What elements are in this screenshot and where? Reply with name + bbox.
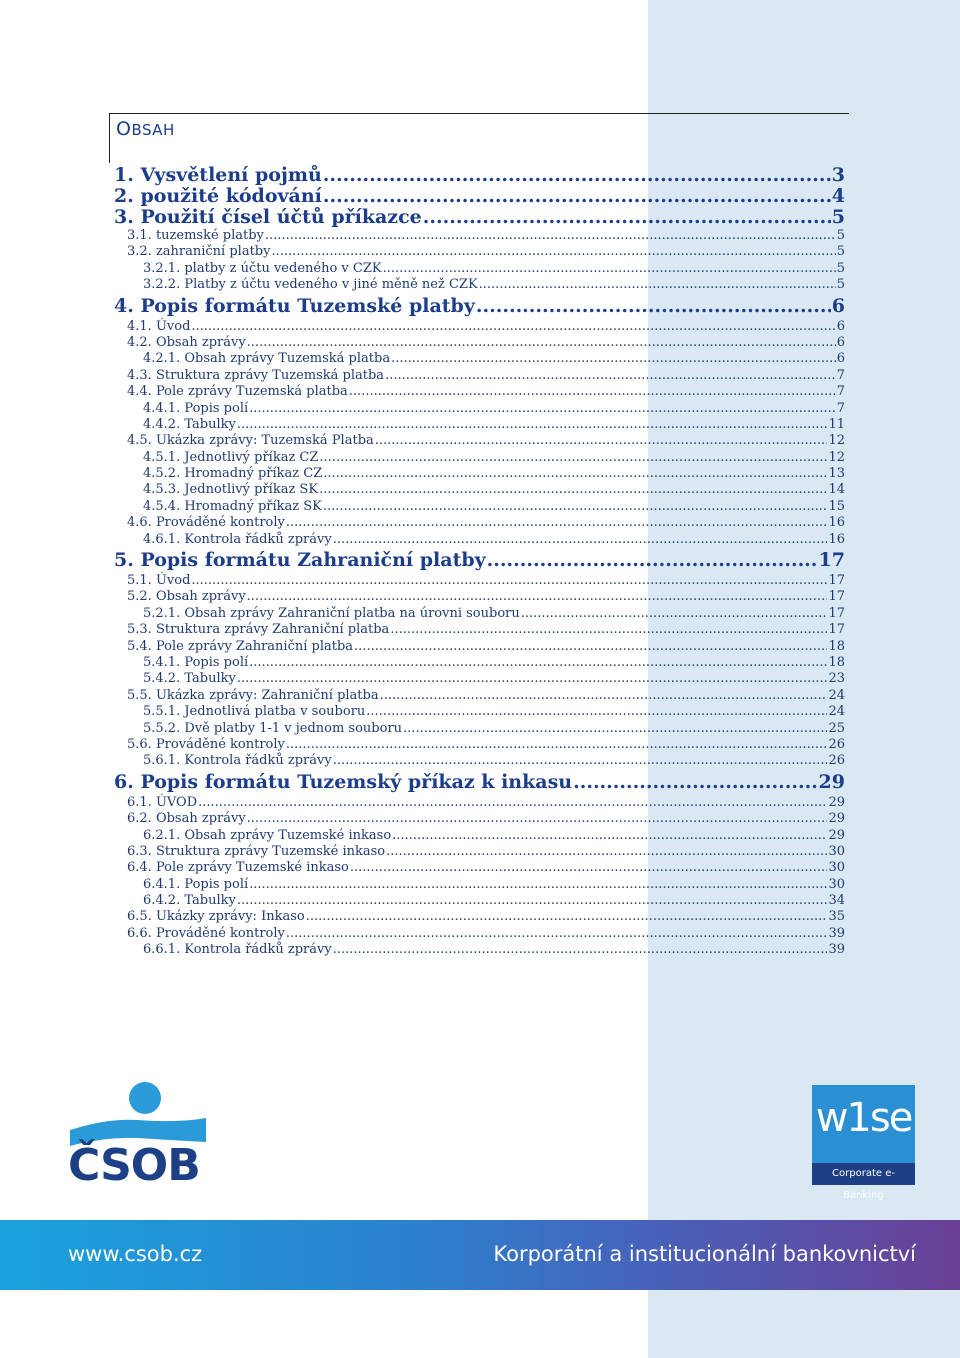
toc-leader-dots: [476, 294, 831, 319]
toc-leader-dots: [573, 770, 817, 795]
toc-entry[interactable]: [114, 515, 845, 531]
toc-leader-dots: [286, 515, 828, 531]
toc-entry-page: 17: [828, 622, 845, 638]
toc-entry-page: 18: [828, 654, 845, 670]
toc-entry-title: 4. Popis formátu Tuzemské platby: [114, 294, 475, 317]
toc-leader-dots: [237, 671, 828, 687]
toc-entry[interactable]: [114, 770, 845, 795]
toc-entry-page: 3: [831, 164, 845, 186]
wise-logo: [812, 1085, 915, 1201]
toc-entry[interactable]: [114, 795, 845, 811]
toc-leader-dots: [323, 186, 831, 207]
toc-leader-dots: [391, 351, 836, 367]
toc-entry-title: 5.4.2. Tabulky: [143, 671, 236, 687]
toc-entry[interactable]: [114, 942, 845, 958]
toc-entry-title: 4.5.1. Jednotlivý příkaz CZ: [143, 449, 319, 465]
toc-entry-title: 5.6.1. Kontrola řádků zprávy: [143, 753, 332, 769]
toc-entry[interactable]: [114, 926, 845, 942]
toc-entry-page: 30: [828, 860, 845, 876]
toc-entry-title: 4.5.3. Jednotlivý příkaz SK: [143, 482, 319, 498]
toc-leader-dots: [237, 893, 828, 909]
toc-entry-title: 4.4.2. Tabulky: [143, 416, 236, 432]
toc-entry-title: 5.4.1. Popis polí: [143, 654, 249, 670]
toc-leader-dots: [487, 548, 818, 573]
toc-entry-title: 6.4.1. Popis polí: [143, 876, 249, 892]
footer-url-link[interactable]: www.csob.cz: [68, 1242, 203, 1266]
toc-entry-title: 5.1. Úvod: [127, 573, 191, 589]
wise-wordmark: w1se: [815, 1095, 912, 1141]
toc-entry-title: 6.4.2. Tabulky: [143, 893, 236, 909]
toc-entry-page: 14: [828, 482, 845, 498]
toc-entry-page: 30: [828, 843, 845, 859]
toc-entry-title: 2. použité kódování: [114, 185, 322, 207]
toc-leader-dots: [319, 450, 827, 466]
toc-entry-title: 4.4.1. Popis polí: [143, 400, 249, 416]
toc-leader-dots: [479, 277, 836, 293]
toc-entry[interactable]: [114, 384, 845, 400]
toc-entry-page: 5: [836, 228, 845, 243]
toc-leader-dots: [286, 737, 828, 753]
toc-entry-page: 30: [828, 876, 845, 892]
wise-subtitle: Corporate e-Banking: [812, 1163, 915, 1185]
toc-entry-page: 26: [828, 736, 845, 752]
toc-leader-dots: [249, 401, 836, 417]
toc-entry-page: 7: [836, 367, 845, 383]
toc-entry-page: 6: [836, 334, 845, 350]
toc-leader-dots: [380, 688, 828, 704]
toc-entry[interactable]: [114, 655, 845, 671]
toc-entry-title: 4.5.4. Hromadný příkaz SK: [143, 498, 322, 514]
toc-entry-title: 6.2. Obsah zprávy: [127, 811, 246, 827]
toc-entry[interactable]: [114, 704, 845, 720]
toc-entry-title: 3.2.2. Platby z účtu vedeného v jiné měně než CZK: [143, 277, 478, 293]
toc-leader-dots: [319, 482, 827, 498]
toc-leader-dots: [349, 384, 836, 400]
toc-leader-dots: [271, 244, 835, 260]
toc-entry[interactable]: [114, 401, 845, 417]
toc-entry[interactable]: [114, 909, 845, 925]
toc-entry-page: 18: [828, 638, 845, 654]
toc-leader-dots: [521, 606, 828, 622]
toc-entry-page: 35: [828, 909, 845, 925]
toc-entry-page: 7: [836, 384, 845, 400]
toc-entry-page: 7: [836, 400, 845, 416]
toc-leader-dots: [333, 942, 828, 958]
toc-entry-title: 1. Vysvětlení pojmů: [114, 164, 322, 186]
toc-entry-page: 34: [828, 893, 845, 909]
toc-entry-title: 6.1. ÚVOD: [127, 794, 198, 810]
toc-entry[interactable]: [114, 893, 845, 909]
toc-entry[interactable]: [114, 828, 845, 844]
toc-entry-page: 5: [836, 260, 845, 276]
toc-leader-dots: [366, 704, 827, 720]
toc-entry-title: 4.6.1. Kontrola řádků zprávy: [143, 531, 332, 547]
toc-entry-page: 29: [828, 811, 845, 827]
toc-entry-title: 5.2. Obsah zprávy: [127, 589, 246, 605]
footer-band: [0, 1220, 960, 1290]
toc-entry-title: 6.3. Struktura zprávy Tuzemské inkaso: [127, 843, 386, 859]
toc-entry-title: 4.3. Struktura zprávy Tuzemská platba: [127, 367, 385, 383]
toc-entry-page: 16: [828, 515, 845, 531]
toc-entry-title: 3.1. tuzemské platby: [127, 228, 264, 243]
toc-entry[interactable]: [114, 294, 845, 319]
toc-entry-page: 6: [836, 351, 845, 367]
toc-entry-title: 6. Popis formátu Tuzemský příkaz k inkasu: [114, 770, 573, 793]
toc-entry-title: 5. Popis formátu Zahraniční platby: [114, 549, 486, 572]
toc-entry-page: 16: [828, 531, 845, 547]
toc-entry[interactable]: [114, 277, 845, 293]
toc-entry[interactable]: [114, 737, 845, 753]
toc-leader-dots: [333, 532, 828, 548]
toc-entry-page: 17: [818, 549, 845, 572]
toc-entry-title: 4.2.1. Obsah zprávy Tuzemská platba: [143, 351, 391, 367]
toc-entry[interactable]: [114, 335, 845, 351]
toc-entry-title: 4.6. Prováděné kontroly: [127, 515, 285, 531]
toc-entry-title: 4.2. Obsah zprávy: [127, 334, 246, 350]
toc-entry-title: 6.6. Prováděné kontroly: [127, 925, 285, 941]
toc-entry-title: 4.5. Ukázka zprávy: Tuzemská Platba: [127, 433, 374, 449]
toc-entry-page: 17: [828, 605, 845, 621]
toc-entry[interactable]: [114, 753, 845, 769]
toc-entry-page: 5: [836, 277, 845, 293]
toc-entry-page: 24: [828, 704, 845, 720]
toc-entry[interactable]: [114, 186, 845, 207]
toc-entry[interactable]: [114, 877, 845, 893]
toc-entry[interactable]: [114, 639, 845, 655]
toc-entry[interactable]: [114, 261, 845, 277]
toc-entry-title: 3.2.1. platby z účtu vedeného v CZK: [143, 260, 382, 276]
toc-entry[interactable]: [114, 165, 845, 186]
toc-entry-title: 3. Použití čísel účtů příkazce: [114, 206, 422, 228]
toc-heading-initial: O: [116, 118, 132, 140]
toc-entry-page: 6: [836, 318, 845, 334]
toc-entry[interactable]: [114, 417, 845, 433]
toc-leader-dots: [392, 828, 827, 844]
toc-entry-title: 6.6.1. Kontrola řádků zprávy: [143, 942, 332, 958]
toc-entry[interactable]: [114, 811, 845, 827]
toc-entry-page: 39: [828, 942, 845, 958]
toc-leader-dots: [386, 844, 827, 860]
toc-entry[interactable]: [114, 466, 845, 482]
toc-leader-dots: [191, 319, 835, 335]
toc-leader-dots: [390, 622, 827, 638]
toc-entry-title: 5.5. Ukázka zprávy: Zahraniční platba: [127, 687, 379, 703]
toc-entry-title: 5.5.2. Dvě platby 1-1 v jednom souboru: [143, 720, 403, 736]
toc-entry-page: 11: [828, 416, 845, 432]
toc-entry[interactable]: [114, 228, 845, 244]
toc-leader-dots: [333, 753, 828, 769]
toc-entry-page: 5: [831, 206, 845, 228]
toc-leader-dots: [191, 573, 827, 589]
toc-heading-rest: BSAH: [131, 121, 175, 139]
toc-entry[interactable]: [114, 368, 845, 384]
toc-entry[interactable]: [114, 499, 845, 515]
toc-entry-title: 6.5. Ukázky zprávy: Inkaso: [127, 909, 305, 925]
toc-entry[interactable]: [114, 844, 845, 860]
toc-entry-title: 3.2. zahraniční platby: [127, 244, 271, 260]
toc-leader-dots: [237, 417, 828, 433]
toc-entry[interactable]: [114, 433, 845, 449]
toc-entry-title: 5.5.1. Jednotlivá platba v souboru: [143, 704, 366, 720]
toc-entry-title: 5.2.1. Obsah zprávy Zahraniční platba na úrovni souboru: [143, 605, 520, 621]
footer-tagline: Korporátní a institucionální bankovnictví: [493, 1242, 916, 1266]
toc-entry[interactable]: [114, 351, 845, 367]
toc-entry-page: 26: [828, 753, 845, 769]
toc-leader-dots: [403, 721, 827, 737]
toc-entry[interactable]: [114, 532, 845, 548]
toc-leader-dots: [323, 499, 828, 515]
toc-leader-dots: [249, 877, 827, 893]
toc-entry[interactable]: [114, 688, 845, 704]
toc-leader-dots: [265, 228, 836, 244]
toc-entry[interactable]: [114, 207, 845, 228]
toc-entry[interactable]: [114, 482, 845, 498]
toc-entry-title: 6.2.1. Obsah zprávy Tuzemské inkaso: [143, 827, 392, 843]
toc-leader-dots: [323, 165, 831, 186]
toc-entry-title: 5.6. Prováděné kontroly: [127, 736, 285, 752]
toc-entry[interactable]: [114, 622, 845, 638]
toc-leader-dots: [306, 909, 828, 925]
toc-entry-title: 4.5.2. Hromadný příkaz CZ: [143, 466, 323, 482]
toc-entry-title: 4.4. Pole zprávy Tuzemská platba: [127, 384, 348, 400]
toc-entry[interactable]: [114, 573, 845, 589]
toc-entry-page: 5: [836, 244, 845, 260]
toc-entry-page: 13: [828, 466, 845, 482]
toc-leader-dots: [385, 368, 836, 384]
toc-entry-page: 12: [828, 449, 845, 465]
toc-leader-dots: [247, 335, 836, 351]
toc-entry-page: 17: [828, 573, 845, 589]
toc-entry-page: 6: [831, 294, 845, 317]
toc-leader-dots: [286, 926, 828, 942]
toc-entry-title: 6.4. Pole zprávy Tuzemské inkaso: [127, 860, 349, 876]
toc-leader-dots: [375, 433, 828, 449]
toc-frame: [109, 113, 849, 163]
toc-entry-page: 23: [828, 671, 845, 687]
toc-entry-page: 29: [828, 794, 845, 810]
table-of-contents: [114, 165, 845, 959]
toc-entry[interactable]: [114, 319, 845, 335]
toc-entry-page: 29: [818, 770, 845, 793]
toc-entry-page: 17: [828, 589, 845, 605]
toc-leader-dots: [383, 261, 836, 277]
toc-heading: [116, 118, 175, 140]
toc-entry-title: 4.1. Úvod: [127, 318, 191, 334]
toc-entry-page: 39: [828, 925, 845, 941]
toc-leader-dots: [354, 639, 827, 655]
toc-entry[interactable]: [114, 548, 845, 573]
toc-entry[interactable]: [114, 721, 845, 737]
toc-entry-page: 25: [828, 720, 845, 736]
toc-entry-title: 5.4. Pole zprávy Zahraniční platba: [127, 638, 354, 654]
toc-entry[interactable]: [114, 450, 845, 466]
toc-entry-page: 29: [828, 827, 845, 843]
toc-entry-page: 12: [828, 433, 845, 449]
toc-entry[interactable]: [114, 244, 845, 260]
toc-entry[interactable]: [114, 860, 845, 876]
toc-leader-dots: [350, 860, 828, 876]
toc-leader-dots: [198, 795, 827, 811]
toc-entry[interactable]: [114, 671, 845, 687]
toc-leader-dots: [247, 811, 828, 827]
toc-leader-dots: [249, 655, 827, 671]
toc-entry-title: 5.3. Struktura zprávy Zahraniční platba: [127, 622, 390, 638]
toc-leader-dots: [423, 207, 831, 228]
toc-entry-page: 15: [828, 498, 845, 514]
toc-entry-page: 4: [831, 185, 845, 207]
toc-leader-dots: [247, 589, 828, 605]
toc-entry[interactable]: [114, 589, 845, 605]
toc-leader-dots: [323, 466, 827, 482]
toc-entry[interactable]: [114, 606, 845, 622]
csob-wordmark: ČSOB: [68, 1140, 200, 1191]
toc-entry-page: 24: [828, 687, 845, 703]
